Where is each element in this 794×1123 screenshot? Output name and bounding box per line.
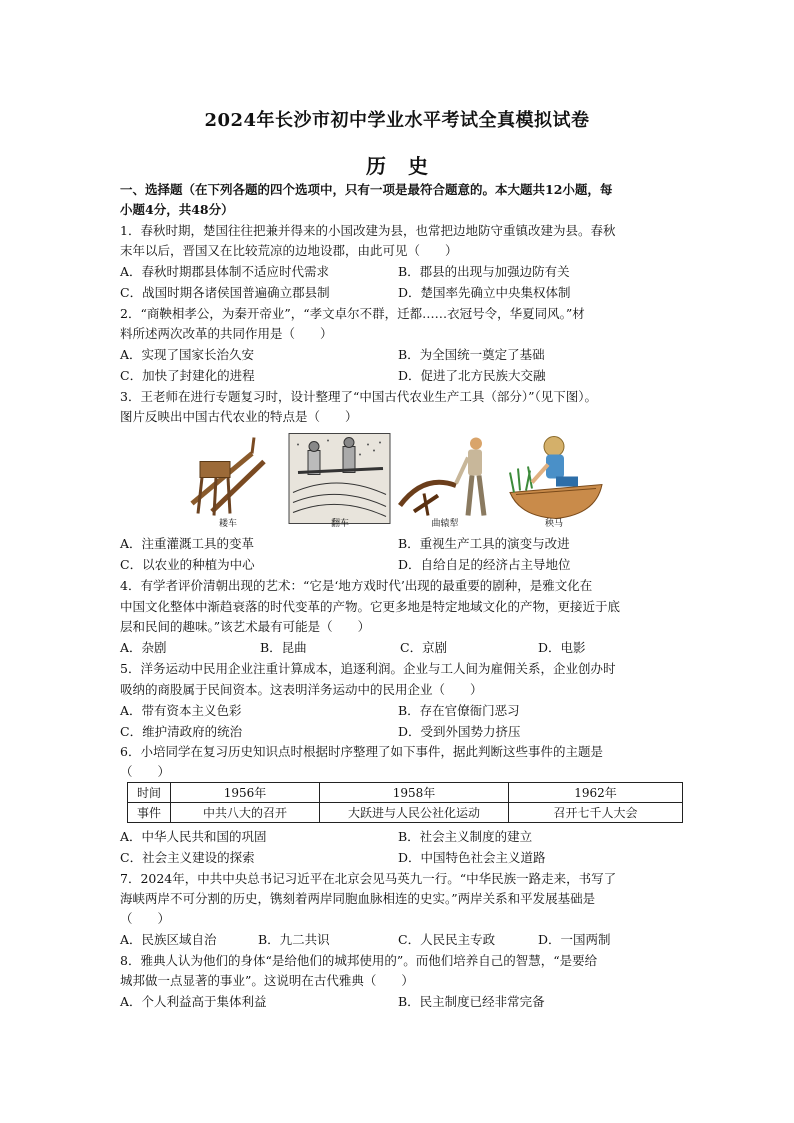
q1-stem-line1: 1．春秋时期，楚国往往把兼并得来的小国改建为县，也常把边地防守重镇改建为县。春秋 <box>120 223 616 238</box>
subject-title: 历史 <box>366 154 450 178</box>
q5-option-c: C．维护清政府的统治 <box>120 724 243 739</box>
table-cell: 事件 <box>128 803 171 823</box>
events-table <box>127 782 683 823</box>
q1-option-d: D．楚国率先确立中央集权体制 <box>398 285 571 300</box>
q3-stem-line1: 3．王老师在进行专题复习时，设计整理了“中国古代农业生产工具（部分）”（见下图）。 <box>120 389 597 404</box>
q3-stem-line2: 图片反映出中国古代农业的特点是（ ） <box>120 409 358 424</box>
q4-stem-line2: 中国文化整体中渐趋衰落的时代变革的产物。它更多地是特定地域文化的产物，更接近于底 <box>120 599 621 614</box>
q4-option-b: B．昆曲 <box>260 640 307 655</box>
q7-option-a: A．民族区域自治 <box>120 932 217 947</box>
q3-option-a: A．注重灌溉工具的变革 <box>120 536 255 551</box>
q3-option-b: B．重视生产工具的演变与改进 <box>398 536 570 551</box>
q3-option-c: C．以农业的种植为中心 <box>120 557 255 572</box>
q8-option-a: A．个人利益高于集体利益 <box>120 994 267 1009</box>
q5-stem-line2: 吸纳的商股属于民间资本。这表明洋务运动中的民用企业（ ） <box>120 682 483 697</box>
q4-stem-line3: 层和民间的趣味。”该艺术最有可能是（ ） <box>120 619 371 634</box>
table-cell: 时间 <box>128 783 171 803</box>
table-cell: 中共八大的召开 <box>171 803 320 823</box>
q7-stem-line3: （ ） <box>120 911 171 926</box>
q8-stem-line2: 城邦做一点显著的事业”。这说明在古代雅典（ ） <box>120 973 414 988</box>
q2-option-c: C．加快了封建化的进程 <box>120 368 255 383</box>
q5-option-a: A．带有资本主义色彩 <box>120 703 242 718</box>
tool-label-water-wheel: 翻车 <box>330 519 349 529</box>
q4-stem-line1: 4．有学者评价清朝出现的艺术：“它是‘地方戏时代’出现的最重要的剧种，是雅文化在 <box>120 578 593 593</box>
q4-option-a: A．杂剧 <box>120 640 167 655</box>
q2-option-a: A．实现了国家长治久安 <box>120 347 255 362</box>
q6-option-d: D．中国特色社会主义道路 <box>398 850 546 865</box>
section-instructions-line1: 一、选择题（在下列各题的四个选项中，只有一项是最符合题意的。本大题共12小题，每 <box>120 182 613 197</box>
q5-option-b: B．存在官僚衙门恶习 <box>398 703 520 718</box>
q1-option-c: C．战国时期各诸侯国普遍确立郡县制 <box>120 285 330 300</box>
q6-option-b: B．社会主义制度的建立 <box>398 829 533 844</box>
q5-stem-line1: 5．洋务运动中民用企业注重计算成本，追逐利润。企业与工人间为雇佣关系，企业创办时 <box>120 661 616 676</box>
q1-option-b: B．郡县的出现与加强边防有关 <box>398 264 570 279</box>
table-row <box>128 783 683 803</box>
q7-option-d: D．一国两制 <box>538 932 611 947</box>
table-row <box>128 803 683 823</box>
q7-stem-line2: 海峡两岸不可分割的历史，镌刻着两岸同胞血脉相连的史实。”两岸关系和平发展基础是 <box>120 891 596 906</box>
table-cell: 1962年 <box>509 783 683 803</box>
table-cell: 召开七千人大会 <box>509 803 683 823</box>
q5-option-d: D．受到外国势力挤压 <box>398 724 521 739</box>
q7-option-c: C．人民民主专政 <box>398 932 496 947</box>
q2-stem-line2: 料所述两次改革的共同作用是（ ） <box>120 326 333 341</box>
q2-option-b: B．为全国统一奠定了基础 <box>398 347 545 362</box>
q7-stem-line1: 7．2024年，中共中央总书记习近平在北京会见马英九一行。“中华民族一路走来，书写了 <box>120 871 617 886</box>
q4-option-c: C．京剧 <box>400 640 448 655</box>
table-cell: 大跃进与人民公社化运动 <box>320 803 509 823</box>
section-instructions-line2: 小题4分，共48分） <box>120 202 234 217</box>
q2-stem-line1: 2．“商鞅相孝公，为秦开帝业”，“孝文卓尔不群，迁都……衣冠号令，华夏同风。”材 <box>120 306 585 321</box>
q4-option-d: D．电影 <box>538 640 586 655</box>
tool-label-curved-plow: 曲辕犁 <box>431 519 459 529</box>
tool-label-seed-drill: 耧车 <box>218 519 237 529</box>
q2-option-d: D．促进了北方民族大交融 <box>398 368 546 383</box>
q6-stem-line1: 6．小培同学在复习历史知识点时根据时序整理了如下事件，据此判断这些事件的主题是 <box>120 744 603 759</box>
q3-option-d: D．自给自足的经济占主导地位 <box>398 557 571 572</box>
table-cell: 1956年 <box>171 783 320 803</box>
q8-option-b: B．民主制度已经非常完备 <box>398 994 545 1009</box>
exam-title: 2024年长沙市初中学业水平考试全真模拟试卷 <box>204 110 590 131</box>
table-cell: 1958年 <box>320 783 509 803</box>
q8-stem-line1: 8．雅典人认为他们的身体“是给他们的城邦使用的”。而他们培养自己的智慧，“是要给 <box>120 953 598 968</box>
q6-option-c: C．社会主义建设的探索 <box>120 850 255 865</box>
q7-option-b: B．九二共识 <box>258 932 330 947</box>
q1-stem-line2: 末年以后，晋国又在比较荒凉的边地设郡，由此可见（ ） <box>120 243 458 258</box>
q6-option-a: A．中华人民共和国的巩固 <box>120 829 267 844</box>
q6-stem-line2: （ ） <box>120 764 171 779</box>
tool-label-planting-boat: 秧马 <box>544 519 563 529</box>
q1-option-a: A．春秋时期郡县体制不适应时代需求 <box>120 264 330 279</box>
